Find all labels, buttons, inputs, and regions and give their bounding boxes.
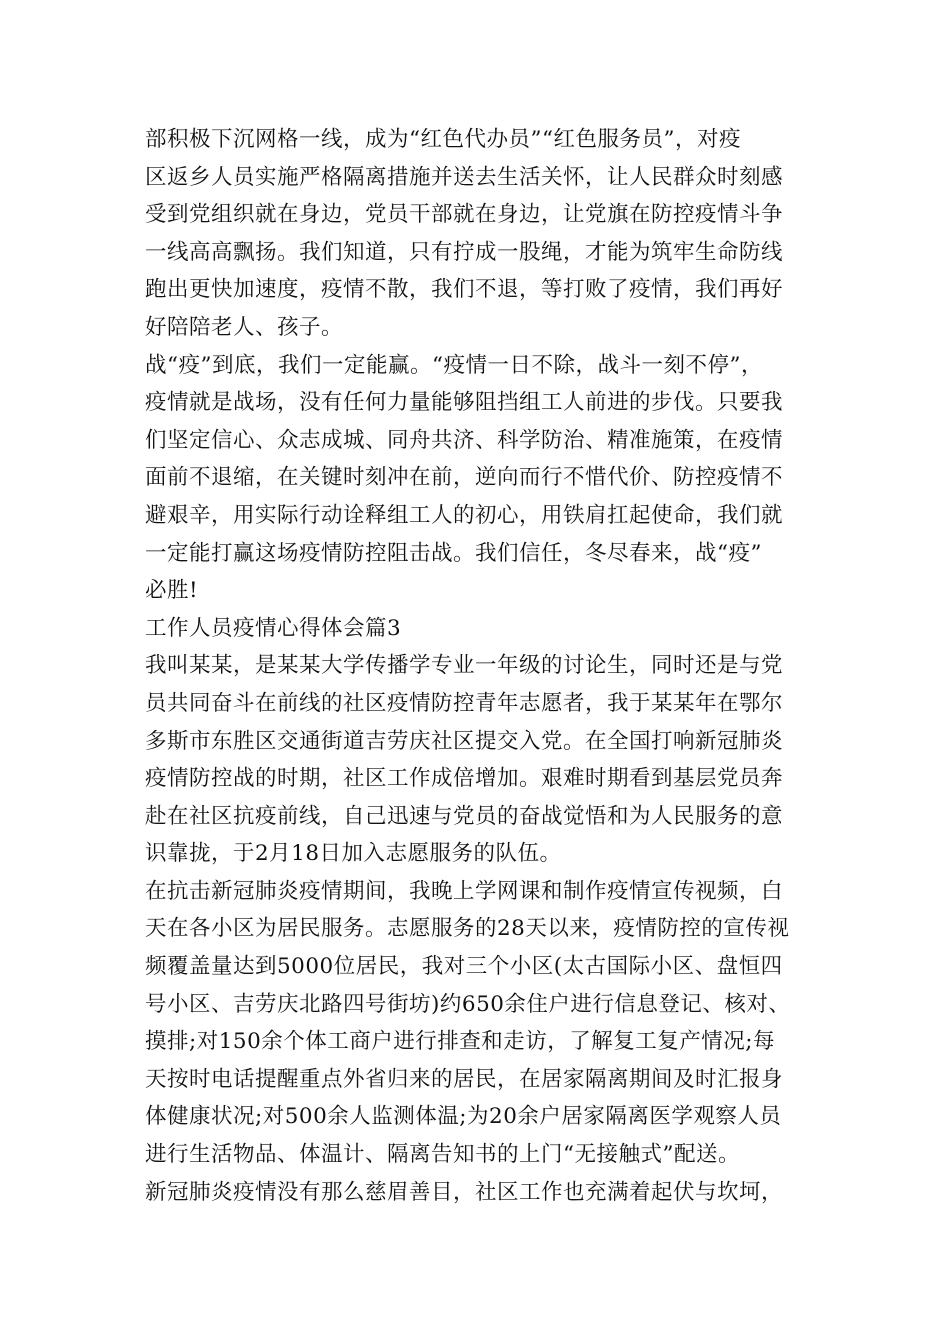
text-line: 在抗击新冠肺炎疫情期间，我晚上学网课和制作疫情宣传视频，白 — [145, 878, 784, 904]
text-line: 号小区、吉劳庆北路四号街坊)约650余住户进行信息登记、核对、 — [145, 991, 791, 1017]
text-line: 们坚定信心、众志成城、同舟共济、科学防治、精准施策，在疫情 — [145, 427, 784, 453]
text-line: 疫情防控战的时期，社区工作成倍增加。艰难时期看到基层党员奔 — [145, 766, 784, 792]
text-line: 摸排;对150余个体工商户进行排查和走访，了解复工复产情况;每 — [145, 1029, 776, 1055]
text-line: 体健康状况;对500余人监测体温;为20余户居家隔离医学观察人员 — [145, 1104, 782, 1130]
section-heading: 工作人员疫情心得体会篇3 — [145, 615, 402, 641]
text-line: 避艰辛，用实际行动诠释组工人的初心，用铁肩扛起使命，我们就 — [145, 502, 784, 528]
text-line: 进行生活物品、体温计、隔离告知书的上门“无接触式”配送。 — [145, 1142, 740, 1168]
text-line: 必胜! — [145, 578, 199, 604]
text-line: 天按时电话提醒重点外省归来的居民，在居家隔离期间及时汇报身 — [145, 1066, 784, 1092]
text-line: 频覆盖量达到5000位居民，我对三个小区(太古国际小区、盘恒四 — [145, 954, 783, 980]
text-line: 好陪陪老人、孩子。 — [145, 314, 344, 340]
text-line: 受到党组织就在身边，党员干部就在身边，让党旗在防控疫情斗争 — [145, 202, 784, 228]
text-line: 部积极下沉网格一线，成为“红色代办员”“红色服务员”，对疫 — [145, 127, 741, 152]
text-line: 天在各小区为居民服务。志愿服务的28天以来，疫情防控的宣传视 — [145, 916, 790, 942]
text-line: 跑出更快加速度，疫情不散，我们不退，等打败了疫情，我们再好 — [145, 277, 784, 303]
text-line: 一线高高飘扬。我们知道，只有拧成一股绳，才能为筑牢生命防线 — [145, 239, 784, 265]
text-line: 区返乡人员实施严格隔离措施并送去生活关怀，让人民群众时刻感 — [145, 164, 784, 190]
text-line: 新冠肺炎疫情没有那么慈眉善目，社区工作也充满着起伏与坎坷， — [145, 1179, 784, 1205]
text-line: 识靠拢，于2月18日加入志愿服务的队伍。 — [145, 841, 562, 867]
text-line: 我叫某某，是某某大学传播学专业一年级的讨论生，同时还是与党 — [145, 653, 784, 679]
text-line: 一定能打赢这场疫情防控阻击战。我们信任，冬尽春来，战“疫” — [145, 540, 762, 566]
text-line: 员共同奋斗在前线的社区疫情防控青年志愿者，我于某某年在鄂尔 — [145, 690, 784, 716]
text-line: 面前不退缩，在关键时刻冲在前，逆向而行不惜代价、防控疫情不 — [145, 465, 784, 491]
text-line: 战“疫”到底，我们一定能赢。“疫情一日不除，战斗一刻不停”， — [145, 352, 763, 378]
document-body — [145, 121, 815, 1211]
text-line: 赴在社区抗疫前线，自己迅速与党员的奋战觉悟和为人民服务的意 — [145, 803, 784, 829]
text-line: 疫情就是战场，没有任何力量能够阻挡组工人前进的步伐。只要我 — [145, 390, 784, 416]
text-line: 多斯市东胜区交通街道吉劳庆社区提交入党。在全国打响新冠肺炎 — [145, 728, 784, 754]
